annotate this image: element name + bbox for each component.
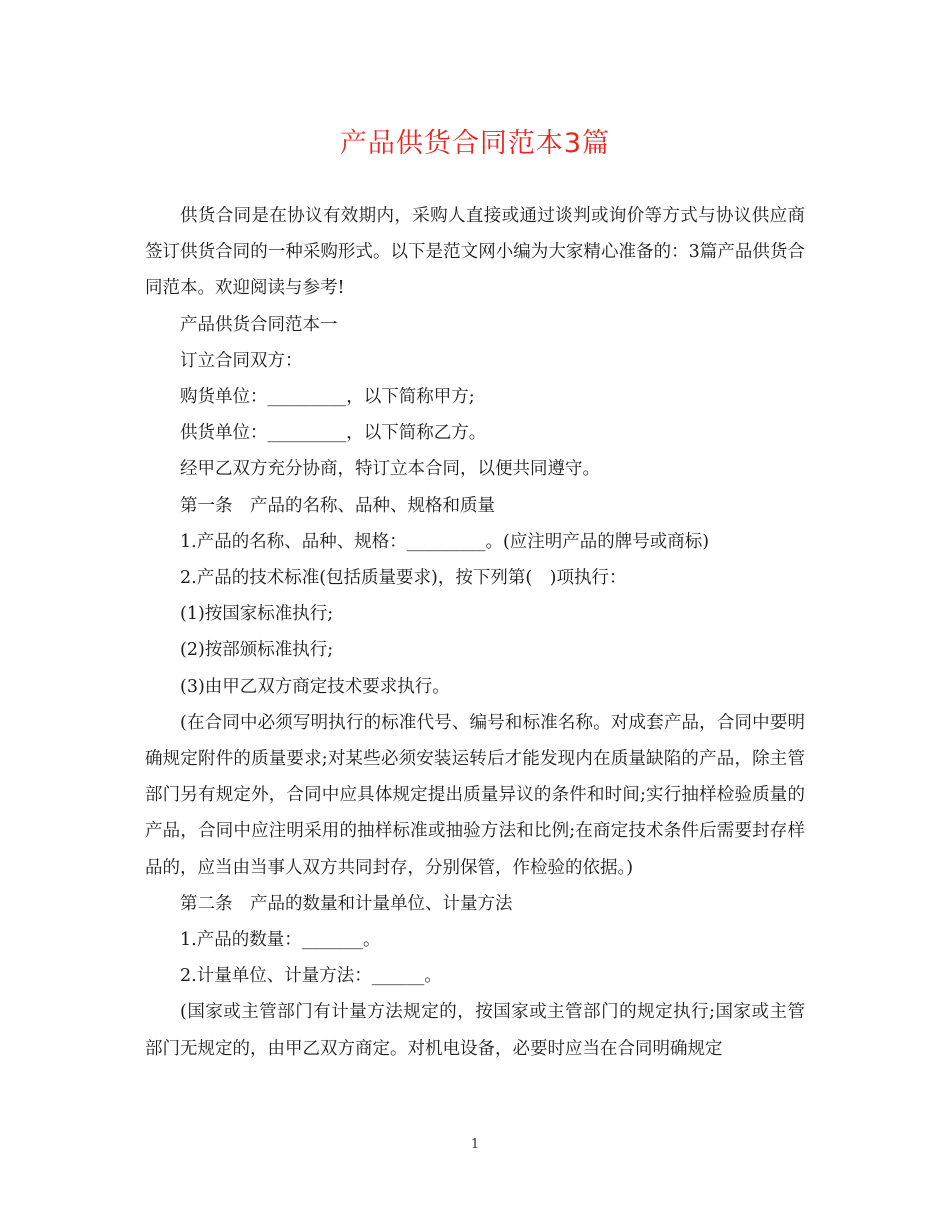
agreement-line: 经甲乙双方充分协商，特订立本合同，以便共同遵守。 (180, 459, 600, 480)
contract-heading: 产品供货合同范本一 (180, 314, 338, 335)
article-2-heading: 第二条 产品的数量和计量单位、计量方法 (180, 893, 513, 914)
supplier-line: 供货单位：_________，以下简称乙方。 (180, 423, 487, 444)
document-body (145, 198, 805, 1067)
document-title: 产品供货合同范本3篇 (339, 128, 611, 159)
article-2-item-1: 1.产品的数量：_______。 (180, 930, 381, 951)
quality-note-paragraph: (在合同中必须写明执行的标准代号、编号和标准名称。对成套产品，合同中要明确规定附件的质量要求;对某些必须安装运转后才能发现内在质量缺陷的产品，除主管部门另有规定外，合同中应具体规定提出质量异议的条件和时间;实行抽样检验质量的产品，合同中应注明采用的抽样标准或抽验方法和比例;在商定技术条件后需要封存样品的，应当由当事人双方共同封存，分别保管，作检验的依据。) (145, 712, 805, 878)
parties-label: 订立合同双方： (180, 350, 303, 371)
standard-option-3: (3)由甲乙双方商定技术要求执行。 (180, 676, 450, 697)
intro-paragraph: 供货合同是在协议有效期内，采购人直接或通过谈判或询价等方式与协议供应商签订供货合同的一种采购形式。以下是范文网小编为大家精心准备的：3篇产品供货合同范本。欢迎阅读与参考! (145, 206, 805, 299)
buyer-line: 购货单位：_________，以下简称甲方; (180, 387, 475, 408)
standard-option-2: (2)按部颁标准执行; (180, 640, 334, 661)
article-2-item-2: 2.计量单位、计量方法：______。 (180, 966, 442, 987)
article-1-item-2: 2.产品的技术标准(包括质量要求)，按下列第( )项执行： (180, 568, 627, 589)
page-number: 1 (470, 1137, 480, 1152)
article-1-heading: 第一条 产品的名称、品种、规格和质量 (180, 495, 495, 516)
measurement-note-paragraph: (国家或主管部门有计量方法规定的，按国家或主管部门的规定执行;国家或主管部门无规定的，由甲乙双方商定。对机电设备，必要时应当在合同明确规定 (145, 1002, 805, 1059)
article-1-item-1: 1.产品的名称、品种、规格：_________。(应注明产品的牌号或商标) (180, 531, 710, 552)
standard-option-1: (1)按国家标准执行; (180, 604, 334, 625)
